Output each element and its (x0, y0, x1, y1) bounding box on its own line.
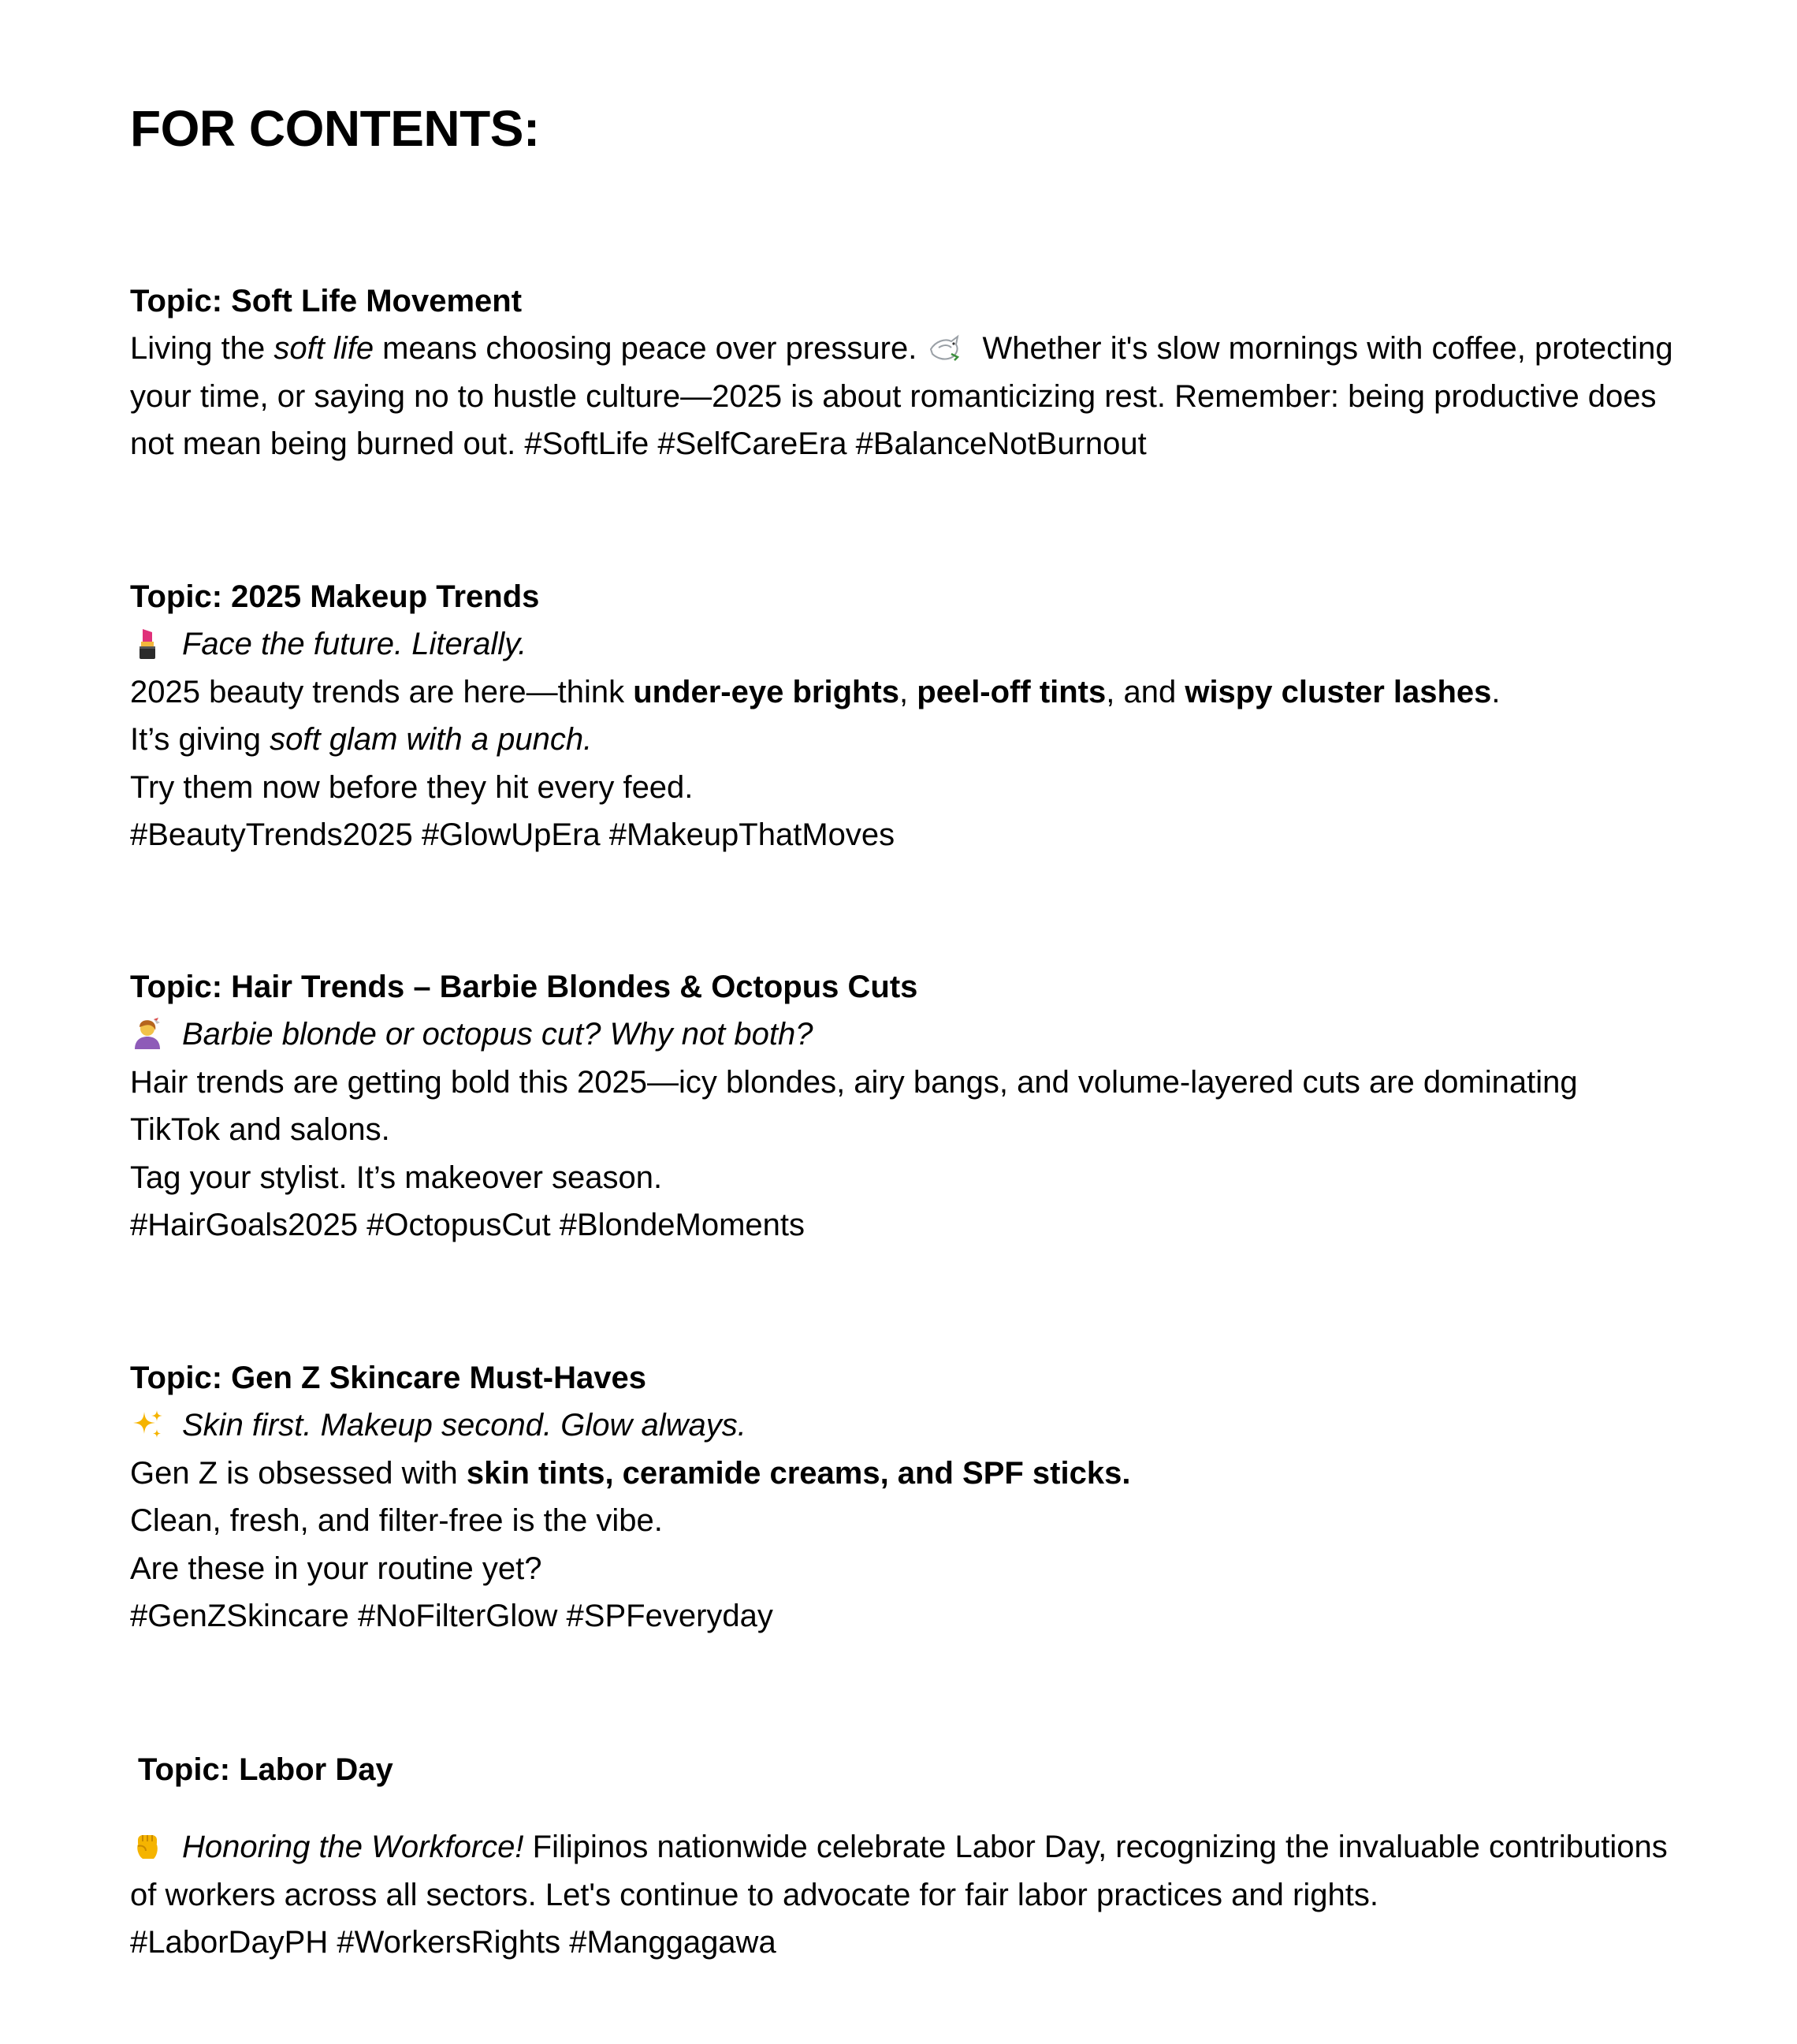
section-body (130, 325, 1675, 468)
body-bold: skin tints, ceramide creams, and SPF sticks. (466, 1455, 1131, 1491)
body-text: 2025 beauty trends are here—think (130, 674, 634, 709)
body-line: Try them now before they hit every feed. (130, 769, 694, 805)
haircut-icon (130, 1016, 165, 1051)
body-text: , and (1106, 674, 1185, 709)
tagline-text: Honoring the Workforce! (182, 1830, 524, 1864)
body-line: Clean, fresh, and filter-free is the vibe. (130, 1503, 663, 1538)
body-line: Are these in your routine yet? (130, 1551, 542, 1586)
body-line (130, 716, 1691, 764)
body-text: Whether it's slow mornings with coffee, protecting your time, or saying no to hustle culture—2025 is about romanticizing rest. Remember: being productive does not mean being burned out. #SoftLife #SelfCareEra #BalanceNotBurnout (130, 331, 1673, 461)
body-line (130, 1450, 1691, 1498)
section-labor-day-body (130, 1823, 1691, 1967)
body-bold: wispy cluster lashes (1185, 674, 1492, 709)
body-paragraph: Hair trends are getting bold this 2025—icy blondes, airy bangs, and volume-layered cuts are dominating TikTok and salons. (130, 1064, 1578, 1147)
topic-heading: Topic: Hair Trends – Barbie Blondes & Octopus Cuts (130, 970, 918, 1004)
body-text: , (899, 674, 917, 709)
hashtags: #BeautyTrends2025 #GlowUpEra #MakeupThatMoves (130, 817, 895, 852)
body-text: Living the (130, 331, 274, 366)
body-emphasis: soft life (273, 331, 374, 366)
sparkles-icon (130, 1407, 165, 1442)
body-bold: peel-off tints (917, 674, 1107, 709)
lipstick-icon (130, 626, 165, 661)
body-paragraph (130, 1823, 1675, 1919)
section-labor-day (138, 1746, 1698, 1793)
topic-heading: Topic: Gen Z Skincare Must-Haves (130, 1361, 646, 1395)
tagline-text: Face the future. Literally. (182, 627, 527, 661)
tagline (130, 1402, 1691, 1450)
section-genz-skincare (130, 1354, 1691, 1640)
topic-heading: Topic: Labor Day (138, 1752, 393, 1787)
hashtags: #HairGoals2025 #OctopusCut #BlondeMoments (130, 1208, 805, 1242)
topic-heading: Topic: 2025 Makeup Trends (130, 579, 540, 614)
raised-fist-icon (130, 1829, 165, 1863)
body-text: Gen Z is obsessed with (130, 1455, 467, 1491)
page-title: FOR CONTENTS: (130, 100, 540, 157)
topic-heading: Topic: Soft Life Movement (130, 284, 523, 318)
tagline-text: Barbie blonde or octopus cut? Why not both? (182, 1017, 813, 1052)
body-text: means choosing peace over pressure. (374, 331, 917, 366)
tagline (130, 1011, 1691, 1059)
dove-icon (928, 330, 962, 365)
body-bold: under-eye brights (633, 674, 900, 709)
body-emphasis: soft glam with a punch. (270, 722, 593, 757)
section-makeup-trends (130, 573, 1691, 859)
body-text: It’s giving (130, 722, 270, 757)
body-line: Tag your stylist. It’s makeover season. (130, 1160, 663, 1195)
section-hair-trends (130, 963, 1691, 1249)
body-text: . (1491, 674, 1501, 709)
body-text: Filipinos nationwide celebrate Labor Day, recognizing the invaluable contributions of workers across all sectors. Let's continue to advocate for fair labor practices and rights. (130, 1830, 1668, 1912)
section-soft-life (130, 277, 1691, 468)
hashtags: #GenZSkincare #NoFilterGlow #SPFeveryday (130, 1599, 773, 1633)
tagline (130, 620, 1691, 668)
hashtags: #LaborDayPH #WorkersRights #Manggagawa (130, 1925, 776, 1960)
body-line (130, 668, 1691, 717)
tagline-text: Skin first. Makeup second. Glow always. (182, 1408, 746, 1443)
